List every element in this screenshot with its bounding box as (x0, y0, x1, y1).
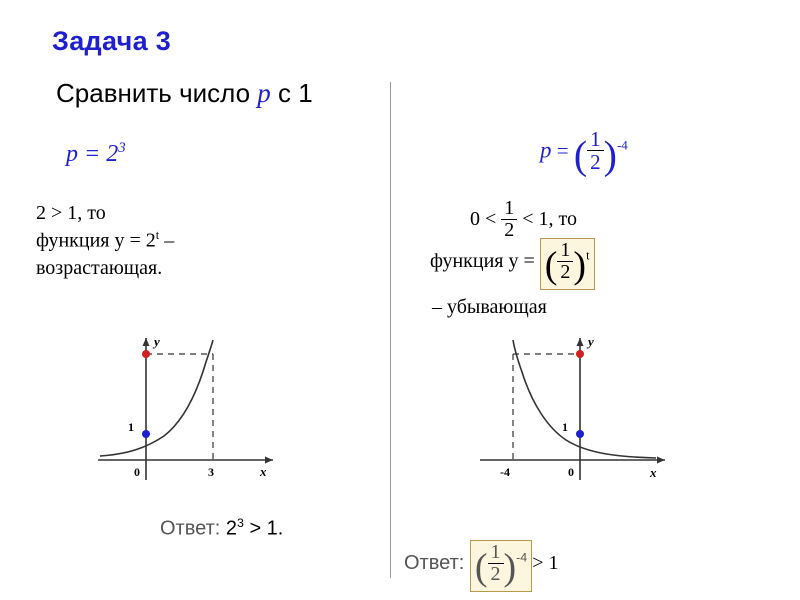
left-reason-text (36, 200, 366, 282)
right-formula-paren-close: ) (603, 132, 617, 178)
left-graph-point-one (142, 430, 150, 438)
right-reason-line1-fraction (501, 198, 517, 241)
left-reason-line2-exponent: t (155, 228, 160, 242)
left-reason-line3: возрастающая. (36, 256, 163, 279)
right-reason-line2-boxed-power (540, 238, 595, 290)
right-reason-line2-denominator: 2 (557, 261, 573, 283)
right-answer-paren-close: ) (503, 546, 517, 589)
left-answer-label: Ответ: (160, 517, 226, 540)
right-graph (470, 330, 680, 490)
right-answer-exponent: -4 (516, 550, 528, 565)
left-reason-line1: 2 > 1, то (36, 202, 106, 224)
left-graph-y-tick-label: 1 (128, 420, 134, 434)
right-reason-line1-post: < 1, то (522, 208, 578, 230)
right-graph-x-tick-label: -4 (500, 465, 510, 479)
right-reason-line2-pre: функция y = (430, 250, 540, 272)
right-graph-origin-label: 0 (568, 465, 574, 479)
left-graph (88, 330, 288, 490)
left-graph-svg (88, 330, 288, 490)
left-reason-line2-post: – (159, 229, 175, 252)
right-reason-line2-paren-close: ) (573, 244, 587, 287)
left-reason-line2 (36, 227, 366, 255)
right-formula-exponent: -4 (616, 137, 628, 153)
right-answer (404, 540, 558, 592)
right-answer-tail: > 1 (532, 552, 559, 574)
right-graph-x-arrow (657, 457, 665, 464)
left-formula-eq: = (78, 141, 107, 167)
right-reason-line2-numerator: 1 (560, 239, 571, 261)
subtitle-before: Сравнить число (56, 78, 258, 108)
right-formula-paren-open: ( (573, 132, 588, 178)
right-answer-boxed-power (470, 540, 532, 592)
right-answer-label: Ответ: (404, 552, 470, 574)
right-formula-denominator: 2 (587, 150, 604, 173)
right-answer-fraction (488, 542, 504, 585)
left-formula (66, 140, 126, 168)
right-formula-fraction (587, 128, 604, 173)
page-title: Задача 3 (52, 26, 172, 56)
right-graph-x-label: x (650, 465, 657, 480)
left-formula-exponent: 3 (118, 140, 126, 156)
left-reason-line2-pre: функция y = 2 (36, 229, 156, 252)
left-formula-base: 2 (106, 141, 119, 167)
left-graph-curve (100, 340, 213, 456)
right-answer-numerator: 1 (490, 541, 501, 563)
left-graph-point-value (142, 350, 150, 358)
left-answer (160, 516, 283, 541)
right-graph-point-value (576, 350, 584, 358)
left-graph-y-label: y (154, 334, 160, 349)
right-reason-line1 (470, 198, 577, 241)
left-answer-base: 2 (225, 517, 237, 540)
right-reason-line2-exponent: t (586, 248, 590, 263)
left-answer-tail: > 1. (243, 517, 284, 540)
right-reason-line1-pre: 0 < (470, 208, 497, 230)
right-reason-line1-numerator: 1 (504, 197, 515, 219)
subtitle-after: с 1 (270, 78, 313, 108)
right-formula-var: p (540, 137, 552, 163)
left-answer-exponent: 3 (236, 516, 244, 530)
right-graph-y-tick-label: 1 (562, 420, 568, 434)
right-graph-curve (513, 340, 656, 458)
right-reason-line2 (430, 238, 595, 290)
left-formula-var: p (66, 141, 78, 167)
right-formula-numerator: 1 (590, 127, 601, 151)
left-graph-origin-label: 0 (134, 465, 140, 479)
right-formula-eq: = (551, 138, 574, 163)
right-reason-line2-paren-open: ( (544, 244, 558, 287)
left-graph-y-arrow (143, 338, 150, 346)
left-graph-x-arrow (265, 457, 273, 464)
left-graph-x-label: x (260, 464, 267, 479)
right-reason-line1-denominator: 2 (501, 219, 517, 241)
right-answer-denominator: 2 (488, 563, 504, 585)
left-graph-x-tick-label: 3 (208, 465, 214, 479)
column-divider (390, 82, 391, 578)
right-reason-line2-fraction (557, 240, 573, 283)
subtitle-variable: p (257, 78, 271, 108)
right-answer-paren-open: ( (474, 546, 488, 589)
right-graph-point-one (576, 430, 584, 438)
right-graph-y-label: y (588, 334, 594, 349)
right-graph-y-arrow (577, 338, 584, 346)
right-graph-svg (470, 330, 680, 490)
right-formula (540, 128, 628, 179)
right-reason-line3: – убывающая (432, 296, 547, 318)
page-subtitle (56, 78, 313, 109)
